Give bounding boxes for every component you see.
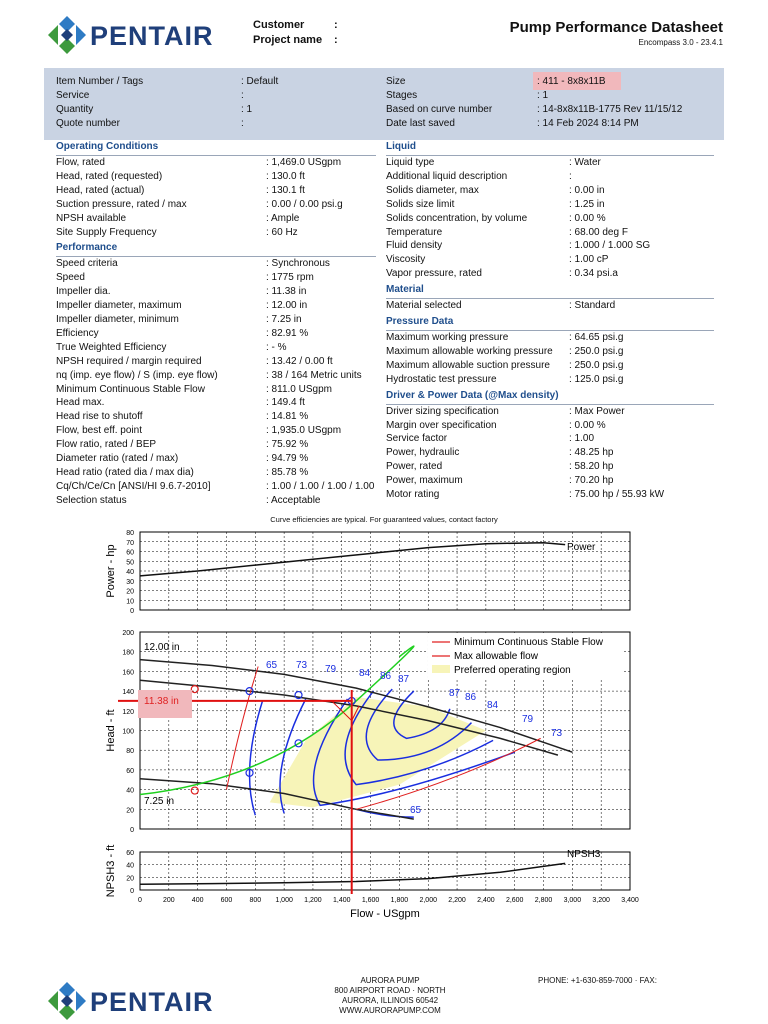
tick-label: 70 <box>126 539 134 547</box>
data-field-value: : 85.78 % <box>266 466 309 478</box>
tick-label: 0 <box>138 897 142 904</box>
efficiency-label: 79 <box>522 714 534 725</box>
footer-brand-name: PENTAIR <box>90 987 214 1017</box>
info-field-value: : 1 <box>537 90 549 101</box>
data-field-value: : 7.25 in <box>266 314 302 325</box>
section-title: Pressure Data <box>386 316 454 327</box>
info-field-label: Stages <box>386 90 418 101</box>
tick-label: 80 <box>126 530 134 537</box>
info-field-label: Quote number <box>56 118 120 129</box>
data-field-value: : 149.4 ft <box>266 397 305 409</box>
data-field-value: : 0.00 % <box>569 419 606 431</box>
data-field-value: : 64.65 psi.g <box>569 332 624 343</box>
customer-colon: : <box>334 19 338 31</box>
data-field-label: Impeller diameter, minimum <box>56 314 179 325</box>
pentair-logo-icon <box>44 12 90 58</box>
data-field-label: Speed criteria <box>56 258 118 270</box>
data-field-value: : 1775 rpm <box>266 272 314 284</box>
data-field-label: Vapor pressure, rated <box>386 268 482 280</box>
data-field-label: Viscosity <box>386 254 426 266</box>
tick-label: 40 <box>126 787 134 795</box>
diameter-label: 12.00 in <box>144 642 180 653</box>
tick-label: 2,200 <box>448 897 466 904</box>
data-field-value: : 125.0 psi.g <box>569 373 624 385</box>
axis-label: NPSH3 - ft <box>105 844 117 898</box>
data-field-value: : 14.81 % <box>266 411 309 423</box>
efficiency-label: 65 <box>410 805 422 816</box>
efficiency-label: 86 <box>380 671 392 682</box>
data-field-label: Temperature <box>386 226 443 238</box>
tick-label: 60 <box>126 850 134 857</box>
info-field-value: : 411 - 8x8x11B <box>537 76 606 87</box>
diameter-label: 11.38 in <box>144 696 179 707</box>
data-field-label: Head max. <box>56 397 105 409</box>
data-field-value: : 60 Hz <box>266 226 298 238</box>
project-label: Project name <box>253 34 323 46</box>
data-field-value: : 75.92 % <box>266 439 309 451</box>
section-title: Material <box>386 284 424 296</box>
tick-label: 1,400 <box>332 897 351 904</box>
data-field-value: : - % <box>266 341 287 353</box>
data-field-value: : 1.000 / 1.000 SG <box>569 240 651 252</box>
tick-label: 400 <box>191 897 204 904</box>
data-field-value: : 811.0 USgpm <box>266 383 332 395</box>
data-field-label: Cq/Ch/Ce/Cn [ANSI/HI 9.6.7-2010] <box>56 480 211 492</box>
efficiency-label: 84 <box>487 700 499 711</box>
tick-label: 0 <box>130 888 134 895</box>
legend-swatch <box>432 665 450 673</box>
curve-marker <box>191 686 198 693</box>
customer-label: Customer <box>253 19 305 31</box>
efficiency-label: 73 <box>551 728 563 739</box>
efficiency-curve <box>250 701 263 815</box>
footer-logo <box>44 978 234 1024</box>
data-field-label: Suction pressure, rated / max <box>56 198 187 210</box>
efficiency-label: 79 <box>325 664 337 675</box>
info-field-label: Quantity <box>56 104 94 115</box>
section-divider <box>386 404 714 405</box>
efficiency-label: 87 <box>449 688 461 699</box>
data-field-label: Head, rated (requested) <box>56 170 163 182</box>
data-field-label: Minimum Continuous Stable Flow <box>56 383 205 395</box>
data-field-label: Maximum allowable working pressure <box>386 345 553 357</box>
tick-label: 160 <box>122 669 134 677</box>
tick-label: 1,200 <box>304 897 322 904</box>
data-field-value: : 82.91 % <box>266 327 309 339</box>
data-field-value: : 1,469.0 USgpm <box>266 157 342 168</box>
tick-label: 120 <box>122 708 134 716</box>
data-field-label: Speed <box>56 272 85 284</box>
data-field-label: Power, hydraulic <box>386 447 460 459</box>
info-field-value: : 14 Feb 2024 8:14 PM <box>537 118 639 129</box>
section-divider <box>56 155 376 156</box>
tick-label: 50 <box>126 559 134 567</box>
footer-address-line: 800 AIRPORT ROAD · NORTH <box>334 986 446 995</box>
tick-label: 60 <box>126 767 134 775</box>
section-divider <box>386 330 714 331</box>
tick-label: 800 <box>249 897 262 904</box>
data-field-label: Head ratio (rated dia / max dia) <box>56 466 194 478</box>
axis-label: Power - hp <box>105 544 117 598</box>
data-field-label: Selection status <box>56 494 127 506</box>
data-field-value: : 0.00 in <box>569 184 605 196</box>
tick-label: 20 <box>126 807 134 815</box>
data-field-value: : 250.0 psi.g <box>569 359 624 371</box>
data-field-value: : 0.34 psi.a <box>569 268 618 280</box>
efficiency-label: 73 <box>296 660 308 671</box>
data-field-label: Material selected <box>386 300 462 312</box>
tick-label: 2,800 <box>534 897 553 904</box>
tick-label: 600 <box>220 897 233 904</box>
data-field-label: Power, maximum <box>386 475 463 487</box>
section-title: Performance <box>56 242 118 254</box>
data-field-value: : 70.20 hp <box>569 475 614 487</box>
section-divider <box>386 298 714 299</box>
data-field-value: : Standard <box>569 300 616 312</box>
data-field-value: : 1,935.0 USgpm <box>266 425 342 437</box>
data-field-value: : 0.00 % <box>569 212 606 224</box>
performance-charts <box>0 522 768 922</box>
section-divider <box>386 155 714 156</box>
info-field-value: : <box>241 118 244 129</box>
tick-label: 3,200 <box>592 897 610 904</box>
data-field-value: : 0.00 / 0.00 psi.g <box>266 198 343 210</box>
data-field-value: : 48.25 hp <box>569 447 614 459</box>
series-label: NPSH3 <box>567 849 601 860</box>
data-field-value: : Acceptable <box>266 494 321 506</box>
tick-label: 30 <box>126 578 134 586</box>
data-field-label: Impeller diameter, maximum <box>56 300 182 312</box>
data-field-label: Fluid density <box>386 240 443 252</box>
tick-label: 10 <box>126 598 134 606</box>
data-field-label: Maximum working pressure <box>386 332 509 343</box>
data-field-label: Solids diameter, max <box>386 184 479 196</box>
data-field-label: Diameter ratio (rated / max) <box>56 453 179 464</box>
section-divider <box>56 256 376 257</box>
data-field-value: : Synchronous <box>266 258 330 270</box>
legend-entry: Minimum Continuous Stable Flow <box>454 637 603 648</box>
info-field-value: : 1 <box>241 104 253 115</box>
data-field-value: : 1.00 / 1.00 / 1.00 / 1.00 <box>266 480 375 492</box>
efficiency-label: 87 <box>398 674 410 685</box>
tick-label: 1,600 <box>361 897 380 904</box>
efficiency-label: 84 <box>359 668 371 679</box>
header-logo <box>44 12 234 58</box>
data-field-value: : 130.0 ft <box>266 170 305 182</box>
data-field-label: NPSH required / margin required <box>56 355 202 367</box>
tick-label: 3,400 <box>621 897 639 904</box>
tick-label: 100 <box>122 728 134 736</box>
tick-label: 20 <box>126 588 134 596</box>
data-field-label: Solids size limit <box>386 198 455 210</box>
tick-label: 0 <box>130 608 134 615</box>
data-field-label: Liquid type <box>386 157 435 168</box>
series-label: Power <box>567 542 596 553</box>
data-field-value: : 13.42 / 0.00 ft <box>266 355 333 367</box>
footer-address-line: AURORA, ILLINOIS 60542 <box>341 996 439 1005</box>
section-title: Driver & Power Data (@Max density) <box>386 389 559 401</box>
tick-label: 1,000 <box>275 897 293 904</box>
tick-label: 200 <box>122 630 134 637</box>
data-field-label: Service factor <box>386 433 448 445</box>
efficiency-label: 65 <box>266 660 278 671</box>
pentair-logo-icon <box>44 978 90 1024</box>
data-field-value: : 12.00 in <box>266 300 308 312</box>
tick-label: 40 <box>126 862 134 870</box>
data-field-value: : 1.25 in <box>569 198 605 210</box>
data-field-value: : Ample <box>266 212 300 224</box>
legend-entry: Max allowable flow <box>454 651 538 662</box>
data-field-value: : 75.00 hp / 55.93 kW <box>569 489 665 500</box>
data-field-label: Site Supply Frequency <box>56 226 157 238</box>
data-field-value: : Max Power <box>569 405 625 417</box>
info-field-value: : 14-8x8x11B-1775 Rev 11/15/12 <box>537 104 683 115</box>
data-field-value: : 68.00 deg F <box>569 226 628 238</box>
data-field-value: : <box>569 170 572 182</box>
axis-label: Head - ft <box>105 709 117 752</box>
tick-label: 1,800 <box>390 897 409 904</box>
data-field-value: : 58.20 hp <box>569 461 614 473</box>
info-field-label: Item Number / Tags <box>56 76 144 87</box>
data-field-value: : 1.00 cP <box>569 254 609 266</box>
data-field-value: : Water <box>569 157 601 168</box>
data-field-value: : 38 / 164 Metric units <box>266 369 362 381</box>
info-field-label: Service <box>56 90 90 101</box>
data-field-label: Hydrostatic test pressure <box>386 373 497 385</box>
data-field-label: Motor rating <box>386 489 440 500</box>
data-field-label: Impeller dia. <box>56 286 111 298</box>
curve-marker <box>191 787 198 794</box>
data-field-label: Maximum allowable suction pressure <box>386 359 550 371</box>
footer-phone: PHONE: +1-630-859-7000 · FAX: <box>538 976 657 985</box>
legend-entry: Preferred operating region <box>454 665 571 676</box>
page-title: Pump Performance Datasheet <box>509 19 723 36</box>
tick-label: 180 <box>122 649 134 657</box>
data-field-label: Flow ratio, rated / BEP <box>56 439 157 451</box>
project-colon: : <box>334 34 338 46</box>
info-field-label: Date last saved <box>386 118 455 129</box>
info-field-value: : Default <box>241 76 279 87</box>
data-field-label: Efficiency <box>56 327 99 339</box>
data-field-label: Flow, best eff. point <box>56 425 142 437</box>
data-field-label: Power, rated <box>386 461 443 473</box>
data-field-label: Head, rated (actual) <box>56 184 145 196</box>
data-field-label: Flow, rated <box>56 157 105 168</box>
tick-label: 140 <box>122 689 134 697</box>
data-field-label: Additional liquid description <box>386 170 508 182</box>
data-field-value: : 11.38 in <box>266 286 307 298</box>
data-field-label: nq (imp. eye flow) / S (imp. eye flow) <box>56 369 218 381</box>
tick-label: 200 <box>162 897 175 904</box>
info-field-value: : <box>241 90 244 101</box>
version-text: Encompass 3.0 - 23.4.1 <box>638 38 723 47</box>
section-title: Liquid <box>386 141 416 152</box>
tick-label: 2,400 <box>477 897 495 904</box>
footer-address-line: AURORA PUMP <box>360 976 420 985</box>
tick-label: 40 <box>126 569 134 576</box>
footer-address-line: WWW.AURORAPUMP.COM <box>339 1006 441 1015</box>
data-field-label: NPSH available <box>56 212 127 224</box>
tick-label: 60 <box>126 549 134 557</box>
data-field-value: : 250.0 psi.g <box>569 345 624 357</box>
tick-label: 2,000 <box>419 897 438 904</box>
section-title: Operating Conditions <box>56 141 159 152</box>
data-field-value: : 94.79 % <box>266 453 309 464</box>
tick-label: 3,000 <box>563 897 582 904</box>
diameter-label: 7.25 in <box>144 796 175 807</box>
efficiency-label: 86 <box>465 692 477 703</box>
footer-address <box>290 976 490 1016</box>
tick-label: 20 <box>126 875 134 883</box>
info-field-label: Size <box>386 76 406 87</box>
axis-label: Flow - USgpm <box>350 908 420 920</box>
data-field-label: Margin over specification <box>386 419 497 431</box>
data-field-label: Head rise to shutoff <box>56 411 143 423</box>
tick-label: 2,600 <box>505 897 524 904</box>
data-field-value: : 130.1 ft <box>266 184 305 196</box>
data-field-value: : 1.00 <box>569 433 595 445</box>
chart-note: Curve efficiencies are typical. For guaranteed values, contact factory <box>270 515 498 524</box>
data-field-label: Driver sizing specification <box>386 405 499 417</box>
brand-name: PENTAIR <box>90 21 214 51</box>
info-field-label: Based on curve number <box>386 104 493 115</box>
data-field-label: Solids concentration, by volume <box>386 212 528 224</box>
data-field-label: True Weighted Efficiency <box>56 341 167 353</box>
tick-label: 0 <box>130 827 134 834</box>
tick-label: 80 <box>126 748 134 756</box>
